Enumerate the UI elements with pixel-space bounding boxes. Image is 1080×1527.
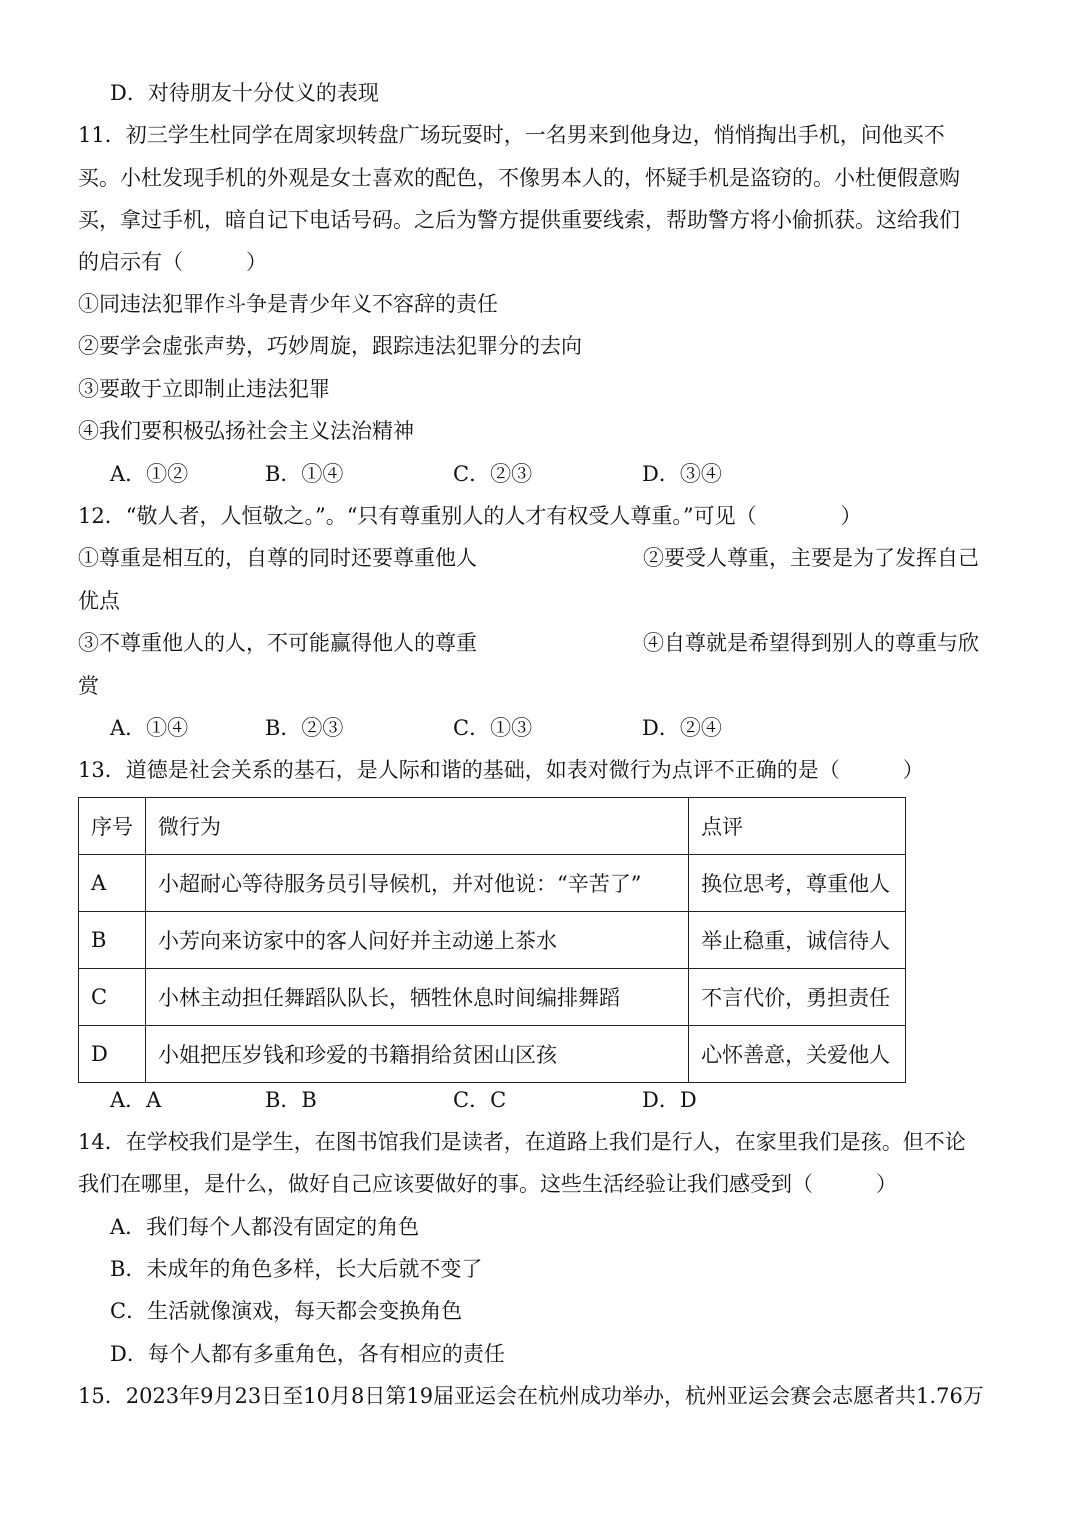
- q11-statement-1: ①同违法犯罪作斗争是青少年义不容辞的责任: [78, 292, 498, 316]
- q11-stem-line-1: 11．初三学生杜同学在周家坝转盘广场玩耍时，一名男来到他身边，悄悄掏出手机，问他买不: [78, 123, 945, 147]
- table-cell: 小林主动担任舞蹈队队长，牺牲休息时间编排舞蹈: [146, 969, 689, 1026]
- q12-statement-4-continued: 赏: [78, 674, 99, 698]
- table-row: [79, 1026, 906, 1083]
- q13-option-a: A．A: [110, 1088, 162, 1112]
- q12-statement-4: ④自尊就是希望得到别人的尊重与欣: [643, 631, 979, 655]
- q12-statement-2: ②要受人尊重，主要是为了发挥自己: [643, 546, 979, 570]
- table-header-cell: 点评: [689, 798, 906, 855]
- table-header-cell: 序号: [79, 798, 146, 855]
- q14-option-a: A．我们每个人都没有固定的角色: [110, 1215, 420, 1239]
- table-cell: B: [79, 912, 146, 969]
- q11-option-b: B．①④: [265, 462, 344, 486]
- table-row: [79, 855, 906, 912]
- table-cell: A: [79, 855, 146, 912]
- q14-option-d: D．每个人都有多重角色，各有相应的责任: [110, 1342, 505, 1366]
- table-cell: 小芳向来访家中的客人问好并主动递上茶水: [146, 912, 689, 969]
- q11-stem-line-2: 买。小杜发现手机的外观是女士喜欢的配色，不像男本人的，怀疑手机是盗窃的。小杜便假意购: [78, 166, 960, 190]
- q13-option-c: C．C: [453, 1088, 507, 1112]
- q11-statement-2: ②要学会虚张声势，巧妙周旋，跟踪违法犯罪分的去向: [78, 334, 582, 358]
- q12-option-b: B．②③: [265, 716, 344, 740]
- q14-stem-line-1: 14．在学校我们是学生，在图书馆我们是读者，在道路上我们是行人，在家里我们是孩。但不论: [78, 1130, 966, 1154]
- q11-option-c: C．②③: [453, 462, 533, 486]
- table-row: [79, 912, 906, 969]
- q14-stem-line-2: 我们在哪里，是什么，做好自己应该要做好的事。这些生活经验让我们感受到（ ）: [78, 1172, 897, 1196]
- q11-option-d: D．③④: [642, 462, 722, 486]
- q12-statement-2-continued: 优点: [78, 589, 120, 613]
- table-header-row: [79, 798, 906, 855]
- q11-stem-line-4: 的启示有（ ）: [78, 250, 267, 274]
- q13-option-d: D．D: [642, 1088, 697, 1112]
- q11-statement-3: ③要敢于立即制止违法犯罪: [78, 377, 330, 401]
- q12-stem: 12．“敬人者，人恒敬之。”。“只有尊重别人的人才有权受人尊重。”可见（ ）: [78, 504, 862, 528]
- q11-option-a: A．①②: [110, 462, 189, 486]
- q12-statement-3: ③不尊重他人的人，不可能赢得他人的尊重: [78, 631, 477, 655]
- q14-option-c: C．生活就像演戏，每天都会变换角色: [110, 1299, 463, 1323]
- table-cell: C: [79, 969, 146, 1026]
- table-cell: 小超耐心等待服务员引导候机，并对他说：“辛苦了”: [146, 855, 689, 912]
- q15-stem-line-1: 15．2023年9月23日至10月8日第19届亚运会在杭州成功举办，杭州亚运会赛会志愿者共1.76万: [78, 1384, 984, 1408]
- q13-option-b: B．B: [265, 1088, 317, 1112]
- table-cell: 换位思考，尊重他人: [689, 855, 906, 912]
- q12-statement-1: ①尊重是相互的，自尊的同时还要尊重他人: [78, 546, 477, 570]
- table-cell: D: [79, 1026, 146, 1083]
- table-row: [79, 969, 906, 1026]
- q12-option-a: A．①④: [110, 716, 189, 740]
- q10-option-d: D．对待朋友十分仗义的表现: [110, 81, 379, 105]
- q12-option-d: D．②④: [642, 716, 722, 740]
- q13-stem: 13．道德是社会关系的基石，是人际和谐的基础，如表对微行为点评不正确的是（ ）: [78, 758, 924, 782]
- table-cell: 举止稳重，诚信待人: [689, 912, 906, 969]
- table-cell: 小姐把压岁钱和珍爱的书籍捐给贫困山区孩: [146, 1026, 689, 1083]
- table-cell: 不言代价，勇担责任: [689, 969, 906, 1026]
- q11-stem-line-3: 买，拿过手机，暗自记下电话号码。之后为警方提供重要线索，帮助警方将小偷抓获。这给我们: [78, 208, 960, 232]
- q14-option-b: B．未成年的角色多样，长大后就不变了: [110, 1257, 483, 1281]
- q12-option-c: C．①③: [453, 716, 533, 740]
- table-header-cell: 微行为: [146, 798, 689, 855]
- q11-statement-4: ④我们要积极弘扬社会主义法治精神: [78, 419, 414, 443]
- table-cell: 心怀善意，关爱他人: [689, 1026, 906, 1083]
- q13-table: [78, 797, 906, 1083]
